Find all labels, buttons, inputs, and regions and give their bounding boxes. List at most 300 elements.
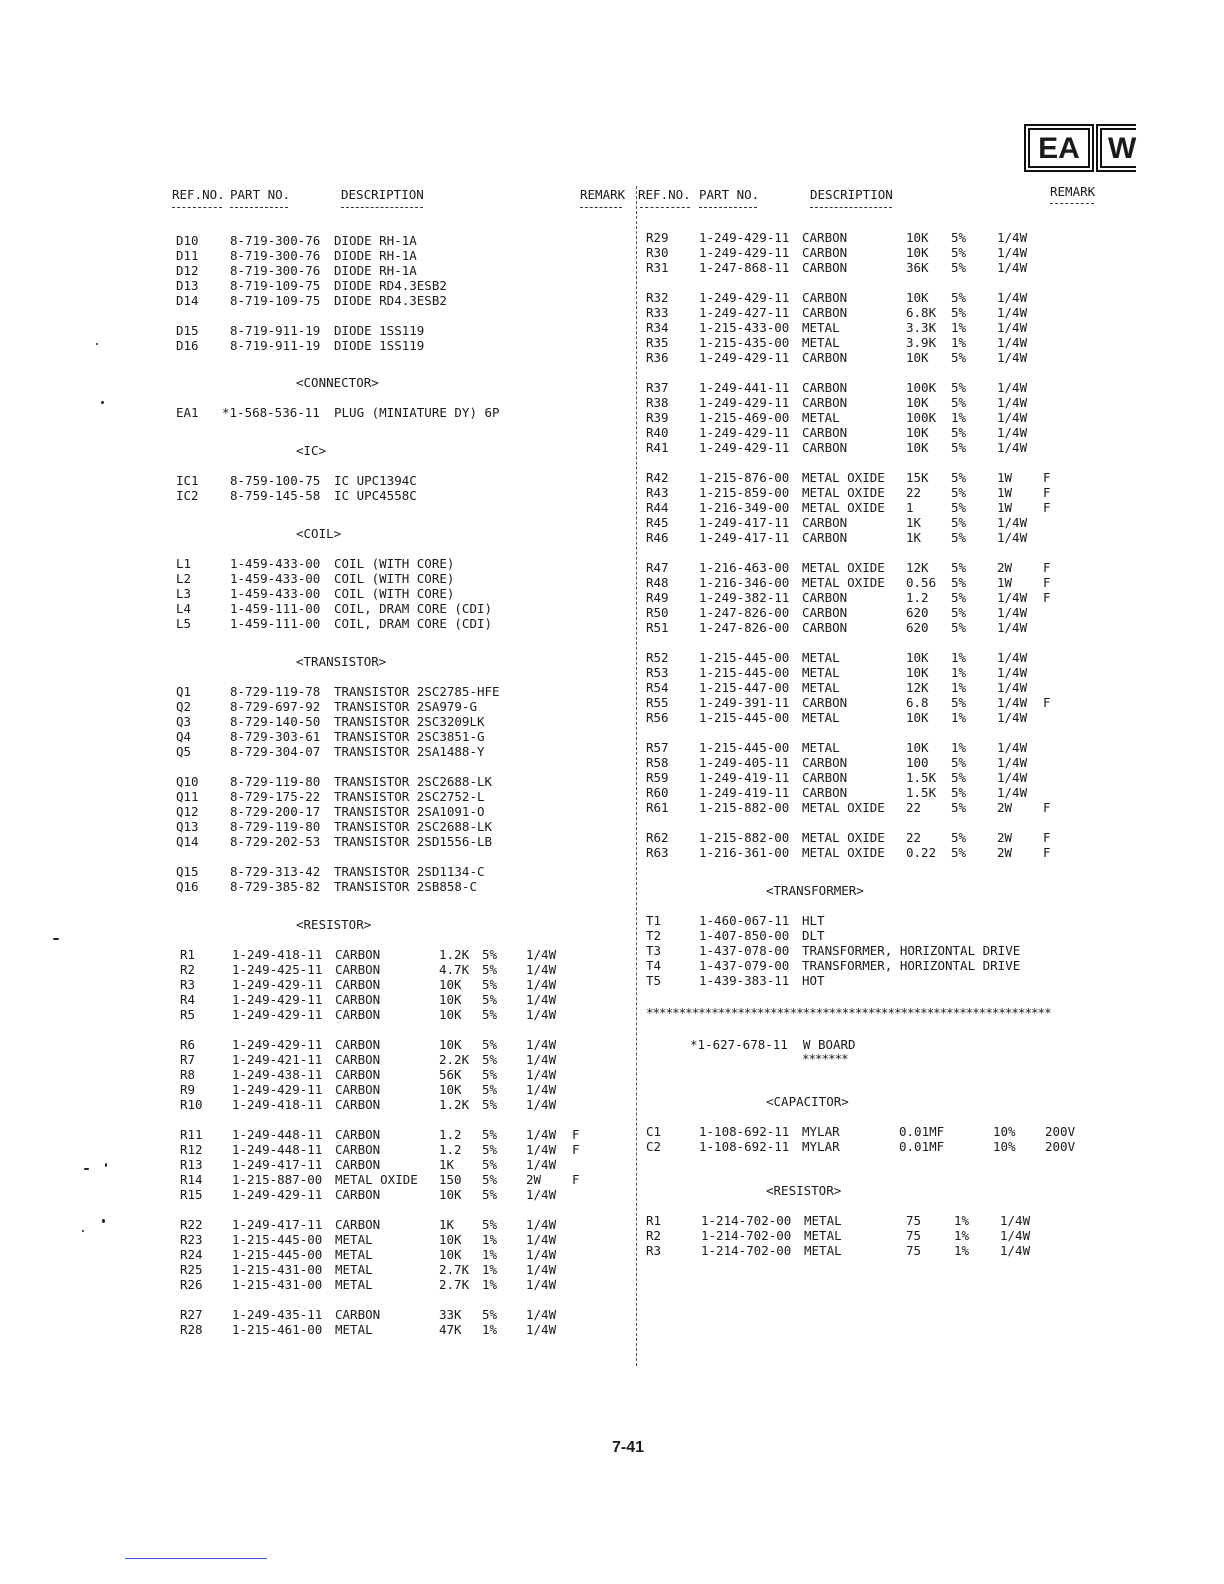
parts-row: [176, 1232, 616, 1247]
value: 1K: [439, 1217, 455, 1232]
group-spacer: [646, 725, 1116, 740]
tolerance: 1%: [482, 1262, 498, 1277]
description: CARBON: [802, 605, 848, 620]
value: 1.2: [439, 1142, 462, 1157]
header-right-remark: REMARK: [1050, 184, 1096, 199]
description: METAL: [802, 680, 840, 695]
ref-no: IC1: [176, 473, 199, 488]
ref-no: Q3: [176, 714, 192, 729]
parts-row: [646, 770, 1116, 785]
part-no: 8-729-697-92: [230, 699, 321, 714]
voltage: 200V: [1045, 1124, 1076, 1139]
description: DIODE RD4.3ESB2: [334, 278, 447, 293]
w-board-heading: [690, 1037, 856, 1052]
bottom-rule: [125, 1558, 267, 1559]
wattage: 1/4W: [997, 335, 1028, 350]
ref-no: R30: [646, 245, 669, 260]
value: 0.01MF: [899, 1139, 945, 1154]
parts-row: [176, 714, 616, 729]
board-tab-w-label: W: [1100, 128, 1136, 168]
wattage: 1/4W: [526, 1262, 557, 1277]
description: METAL: [802, 665, 840, 680]
tolerance: 5%: [951, 830, 967, 845]
description: CARBON: [335, 1187, 381, 1202]
parts-row: [176, 992, 616, 1007]
group-spacer: [646, 365, 1116, 380]
description: COIL (WITH CORE): [334, 556, 455, 571]
wattage: 1/4W: [997, 755, 1028, 770]
description: CARBON: [335, 1007, 381, 1022]
ref-no: L5: [176, 616, 192, 631]
ref-no: Q14: [176, 834, 199, 849]
part-no: 8-729-119-80: [230, 819, 321, 834]
board-tab-w: [1096, 124, 1136, 172]
ref-no: R25: [180, 1262, 203, 1277]
description: COIL (WITH CORE): [334, 571, 455, 586]
description: DIODE RH-1A: [334, 233, 417, 248]
parts-row: [646, 830, 1116, 845]
group-spacer: [646, 275, 1116, 290]
parts-row: [176, 1307, 616, 1322]
description: CARBON: [335, 1142, 381, 1157]
parts-row: [176, 586, 616, 601]
header-left-ref: REF.NO.: [172, 187, 225, 202]
value: 1.5K: [906, 785, 937, 800]
parts-row: [176, 962, 616, 977]
tolerance: 5%: [951, 800, 967, 815]
value: 1: [906, 500, 914, 515]
part-no: 1-249-419-11: [699, 785, 790, 800]
parts-row: [646, 740, 1116, 755]
description: METAL OXIDE: [802, 560, 885, 575]
description: TRANSFORMER, HORIZONTAL DRIVE: [802, 943, 1021, 958]
ref-no: R50: [646, 605, 669, 620]
wattage: 1/4W: [526, 977, 557, 992]
description: CARBON: [335, 1067, 381, 1082]
section-title-capacitor: [646, 1094, 1116, 1109]
value: 10K: [906, 245, 929, 260]
part-no: 1-216-361-00: [699, 845, 790, 860]
parts-row: [176, 1187, 616, 1202]
ref-no: R54: [646, 680, 669, 695]
parts-row: [646, 485, 1116, 500]
description: CARBON: [802, 440, 848, 455]
ref-no: R9: [180, 1082, 196, 1097]
parts-row: [646, 620, 1116, 635]
wattage: 1/4W: [526, 1322, 557, 1337]
description: METAL: [802, 320, 840, 335]
header-left-desc-rule: [341, 207, 423, 208]
part-no: 8-719-300-76: [230, 233, 321, 248]
header-left-part: PART NO.: [230, 187, 291, 202]
board-tab-ea: [1024, 124, 1094, 172]
tolerance: 5%: [951, 425, 967, 440]
part-no: 8-719-109-75: [230, 278, 321, 293]
ref-no: R24: [180, 1247, 203, 1262]
resistor-group: [646, 230, 1116, 275]
scan-speck: [53, 938, 59, 940]
tolerance: 5%: [951, 500, 967, 515]
description: CARBON: [802, 785, 848, 800]
ref-no: T2: [646, 928, 662, 943]
ref-no: C1: [646, 1124, 662, 1139]
wattage: 1/4W: [526, 1067, 557, 1082]
wattage: 1/4W: [997, 710, 1028, 725]
description: CARBON: [802, 425, 848, 440]
ref-no: R52: [646, 650, 669, 665]
wattage: 1/4W: [997, 605, 1028, 620]
part-no: 1-249-441-11: [699, 380, 790, 395]
ref-no: R61: [646, 800, 669, 815]
parts-row: [646, 590, 1116, 605]
parts-row: [646, 1243, 1116, 1258]
description: CARBON: [802, 755, 848, 770]
board-tab-ea-label: EA: [1028, 128, 1090, 168]
parts-row: [176, 834, 616, 849]
ref-no: R1: [646, 1213, 662, 1228]
tolerance: 5%: [951, 395, 967, 410]
tolerance: 1%: [482, 1322, 498, 1337]
part-no: 1-216-346-00: [699, 575, 790, 590]
parts-row: [646, 1139, 1116, 1154]
value: 100K: [906, 410, 937, 425]
value: 10K: [439, 1037, 462, 1052]
ref-no: R38: [646, 395, 669, 410]
description: CARBON: [335, 962, 381, 977]
ref-no: R55: [646, 695, 669, 710]
description: TRANSISTOR 2SA1091-O: [334, 804, 485, 819]
ref-no: R45: [646, 515, 669, 530]
description: IC UPC4558C: [334, 488, 417, 503]
part-no: 1-249-417-11: [232, 1157, 323, 1172]
value: 1.5K: [906, 770, 937, 785]
wattage: 1/4W: [997, 695, 1028, 710]
parts-row: [176, 1157, 616, 1172]
value: 2.7K: [439, 1277, 470, 1292]
w-board-section: [646, 1094, 1116, 1258]
description: CARBON: [802, 380, 848, 395]
column-divider: [636, 186, 637, 1366]
parts-row: [176, 729, 616, 744]
parts-row: [176, 1082, 616, 1097]
header-left-remark-rule: [580, 207, 622, 208]
description: DIODE 1SS119: [334, 338, 425, 353]
value: 10K: [906, 710, 929, 725]
ref-no: R14: [180, 1172, 203, 1187]
board-separator: **************************************************************: [646, 1005, 1051, 1020]
description: TRANSISTOR 2SC2785-HFE: [334, 684, 500, 699]
part-no: 8-759-100-75: [230, 473, 321, 488]
value: 1.2K: [439, 947, 470, 962]
value: 100: [906, 755, 929, 770]
part-no: 8-729-303-61: [230, 729, 321, 744]
group-spacer: [646, 635, 1116, 650]
wattage: 1/4W: [997, 740, 1028, 755]
parts-row: [176, 1277, 616, 1292]
part-no: 1-459-111-00: [230, 601, 321, 616]
tolerance: 5%: [951, 350, 967, 365]
description: CARBON: [335, 1082, 381, 1097]
parts-row: [176, 556, 616, 571]
ref-no: R28: [180, 1322, 203, 1337]
value: 3.9K: [906, 335, 937, 350]
parts-row: [176, 1262, 616, 1277]
remark: F: [1043, 845, 1051, 860]
wattage: 1/4W: [1000, 1228, 1031, 1243]
wattage: 1/4W: [526, 1037, 557, 1052]
value: 1K: [906, 530, 922, 545]
parts-row: [176, 804, 616, 819]
ref-no: R5: [180, 1007, 196, 1022]
value: 3.3K: [906, 320, 937, 335]
section-title-text: <CAPACITOR>: [766, 1094, 849, 1109]
wattage: 1/4W: [526, 1097, 557, 1112]
ref-no: Q2: [176, 699, 192, 714]
part-no: 1-215-445-00: [699, 650, 790, 665]
wattage: 2W: [526, 1172, 542, 1187]
ref-no: R10: [180, 1097, 203, 1112]
part-no: 1-437-078-00: [699, 943, 790, 958]
header-right-ref-rule: [640, 207, 690, 208]
part-no: 1-249-429-11: [699, 395, 790, 410]
value: 1K: [439, 1157, 455, 1172]
group-spacer: [176, 1112, 616, 1127]
wattage: 1/4W: [526, 1157, 557, 1172]
description: COIL (WITH CORE): [334, 586, 455, 601]
ref-no: D14: [176, 293, 199, 308]
parts-row: [646, 530, 1116, 545]
header-left-remark: REMARK: [580, 187, 626, 202]
part-no: 1-249-448-11: [232, 1127, 323, 1142]
ref-no: R43: [646, 485, 669, 500]
group-spacer: [176, 1292, 616, 1307]
parts-row: [176, 1322, 616, 1337]
value: 10K: [439, 1082, 462, 1097]
parts-row: [646, 785, 1116, 800]
section-title-ic: [176, 443, 616, 458]
description: CARBON: [802, 695, 848, 710]
part-no: 1-459-433-00: [230, 571, 321, 586]
part-no: *1-627-678-11: [690, 1037, 788, 1052]
ref-no: D15: [176, 323, 199, 338]
ref-no: R56: [646, 710, 669, 725]
parts-row: [646, 305, 1116, 320]
part-no: 1-249-382-11: [699, 590, 790, 605]
part-no: 1-247-826-00: [699, 605, 790, 620]
scan-speck: [82, 1230, 84, 1232]
tolerance: 1%: [954, 1213, 970, 1228]
scan-speck: [105, 1163, 107, 1167]
value: 10K: [439, 1232, 462, 1247]
parts-row: [176, 233, 616, 248]
part-no: 8-719-109-75: [230, 293, 321, 308]
description: DLT: [802, 928, 825, 943]
tolerance: 5%: [482, 1172, 498, 1187]
ref-no: R27: [180, 1307, 203, 1322]
parts-row: [176, 864, 616, 879]
parts-row: [646, 800, 1116, 815]
part-no: 1-249-425-11: [232, 962, 323, 977]
part-no: 1-249-448-11: [232, 1142, 323, 1157]
remark: F: [1043, 800, 1051, 815]
tolerance: 5%: [482, 1142, 498, 1157]
parts-row: [646, 260, 1116, 275]
tolerance: 1%: [482, 1277, 498, 1292]
part-no: 1-249-429-11: [699, 350, 790, 365]
tolerance: 5%: [482, 1217, 498, 1232]
ref-no: R22: [180, 1217, 203, 1232]
part-no: 1-215-445-00: [699, 665, 790, 680]
parts-row: [176, 1247, 616, 1262]
value: 0.56: [906, 575, 937, 590]
parts-row: [646, 650, 1116, 665]
description: METAL: [804, 1243, 842, 1258]
part-no: 8-729-119-80: [230, 774, 321, 789]
value: 10K: [906, 290, 929, 305]
description: METAL: [802, 335, 840, 350]
tolerance: 10%: [993, 1124, 1016, 1139]
ref-no: T3: [646, 943, 662, 958]
ref-no: R51: [646, 620, 669, 635]
value: 6.8K: [906, 305, 937, 320]
section-title-text: <RESISTOR>: [296, 917, 372, 932]
value: 100K: [906, 380, 937, 395]
parts-row: [646, 973, 1116, 988]
description: METAL: [335, 1277, 373, 1292]
parts-row: [176, 789, 616, 804]
part-no: 1-214-702-00: [701, 1243, 792, 1258]
part-no: 1-249-429-11: [699, 290, 790, 305]
group-spacer: [646, 815, 1116, 830]
parts-row: [646, 695, 1116, 710]
resistor-group: [176, 947, 616, 1022]
wattage: 1/4W: [526, 962, 557, 977]
parts-row: [646, 680, 1116, 695]
part-no: 1-215-447-00: [699, 680, 790, 695]
resistor-group: [646, 830, 1116, 860]
description: TRANSFORMER, HORIZONTAL DRIVE: [802, 958, 1021, 973]
remark: F: [1043, 830, 1051, 845]
parts-row: [646, 665, 1116, 680]
part-no: 1-249-429-11: [232, 1187, 323, 1202]
part-no: 1-460-067-11: [699, 913, 790, 928]
part-no: 8-729-202-53: [230, 834, 321, 849]
description: METAL OXIDE: [335, 1172, 418, 1187]
wattage: 1/4W: [526, 1142, 557, 1157]
tolerance: 5%: [482, 1007, 498, 1022]
wattage: 1/4W: [997, 305, 1028, 320]
ref-no: R47: [646, 560, 669, 575]
ref-no: D13: [176, 278, 199, 293]
wattage: 1/4W: [526, 1277, 557, 1292]
section-title-w-resistor: [646, 1183, 1116, 1198]
tolerance: 5%: [951, 695, 967, 710]
ref-no: R42: [646, 470, 669, 485]
parts-row: [646, 1124, 1116, 1139]
resistor-group: [646, 560, 1116, 635]
resistor-list-continued: [646, 230, 1116, 860]
left-column: [176, 233, 616, 1337]
ref-no: R63: [646, 845, 669, 860]
part-no: 1-214-702-00: [701, 1228, 792, 1243]
part-no: 1-249-418-11: [232, 947, 323, 962]
page-number: 7-41: [612, 1439, 645, 1456]
description: DIODE RH-1A: [334, 248, 417, 263]
parts-row: [176, 1127, 616, 1142]
part-no: 1-215-433-00: [699, 320, 790, 335]
ref-no: R3: [646, 1243, 662, 1258]
tolerance: 5%: [951, 530, 967, 545]
parts-row: [176, 278, 616, 293]
description: CARBON: [802, 620, 848, 635]
value: 620: [906, 620, 929, 635]
description: CARBON: [335, 1037, 381, 1052]
value: 12K: [906, 560, 929, 575]
parts-row: [646, 1228, 1116, 1243]
description: CARBON: [335, 1217, 381, 1232]
wattage: 1/4W: [997, 290, 1028, 305]
header-right-part-rule: [699, 207, 757, 208]
ref-no: L2: [176, 571, 192, 586]
ref-no: R39: [646, 410, 669, 425]
part-no: 8-729-313-42: [230, 864, 321, 879]
value: 33K: [439, 1307, 462, 1322]
part-no: 8-729-140-50: [230, 714, 321, 729]
header-right-desc-rule: [810, 207, 892, 208]
part-no: 1-249-438-11: [232, 1067, 323, 1082]
parts-row: [646, 320, 1116, 335]
resistor-group: [646, 290, 1116, 365]
wattage: 2W: [997, 845, 1013, 860]
section-title-text: <TRANSISTOR>: [296, 654, 387, 669]
part-no: 1-216-349-00: [699, 500, 790, 515]
description: METAL OXIDE: [802, 575, 885, 590]
tolerance: 5%: [951, 260, 967, 275]
part-no: 8-719-911-19: [230, 338, 321, 353]
description: CARBON: [802, 590, 848, 605]
ref-no: R31: [646, 260, 669, 275]
ref-no: R53: [646, 665, 669, 680]
tolerance: 5%: [482, 977, 498, 992]
diode-group-1: [176, 233, 616, 308]
tolerance: 5%: [482, 1067, 498, 1082]
ref-no: R58: [646, 755, 669, 770]
description: CARBON: [802, 530, 848, 545]
tolerance: 5%: [482, 1187, 498, 1202]
section-title-text: <CONNECTOR>: [296, 375, 379, 390]
board-name: W BOARD: [802, 1037, 856, 1052]
group-spacer: [176, 1202, 616, 1217]
parts-row: [646, 410, 1116, 425]
resistor-group: [646, 380, 1116, 455]
value: 10K: [439, 977, 462, 992]
value: 1.2: [906, 590, 929, 605]
parts-row: [176, 879, 616, 894]
remark: F: [1043, 575, 1051, 590]
tolerance: 5%: [951, 785, 967, 800]
ref-no: R41: [646, 440, 669, 455]
parts-row: [176, 684, 616, 699]
tolerance: 5%: [482, 1307, 498, 1322]
parts-row: [176, 571, 616, 586]
wattage: 1/4W: [526, 1247, 557, 1262]
description: TRANSISTOR 2SA1488-Y: [334, 744, 485, 759]
wattage: 1/4W: [526, 1307, 557, 1322]
part-no: 1-249-429-11: [699, 425, 790, 440]
part-no: 8-719-300-76: [230, 263, 321, 278]
ref-no: Q11: [176, 789, 199, 804]
ref-no: R3: [180, 977, 196, 992]
